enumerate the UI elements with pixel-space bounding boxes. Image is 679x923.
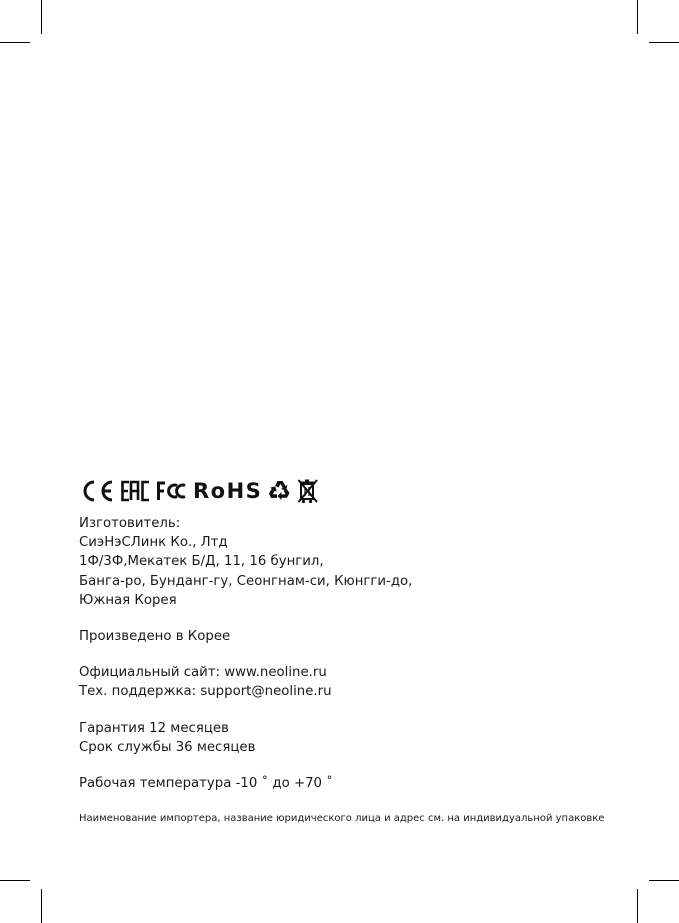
recycle-icon	[268, 479, 292, 503]
tech-support: Тех. поддержка: support@neoline.ru	[79, 684, 332, 700]
service-life: Срок службы 36 месяцев	[79, 739, 256, 755]
certification-marks	[79, 476, 318, 506]
crop-mark-top-left-v	[41, 0, 42, 34]
product-info	[79, 514, 639, 793]
crop-mark-bottom-left-v	[41, 889, 42, 923]
warranty-period: Гарантия 12 месяцев	[79, 720, 229, 736]
crop-mark-bottom-right-v	[637, 889, 638, 923]
manufacturer-country: Южная Корея	[79, 592, 177, 608]
manufacturer-address-line-1: 1Ф/3Ф,Мекатек Б/Д, 11, 16 бунгил,	[79, 554, 324, 570]
operating-temperature: Рабочая температура -10 ˚ до +70 ˚	[79, 775, 333, 791]
weee-bin-icon	[298, 478, 318, 504]
official-site: Официальный сайт: www.neoline.ru	[79, 665, 327, 681]
crop-mark-top-right-h	[649, 42, 679, 43]
rohs-mark: RoHS	[193, 478, 263, 503]
importer-note: Наименование импортера, название юридического лица и адрес см. на индивидуальной упаковке	[79, 813, 605, 824]
eac-mark-icon	[121, 479, 151, 503]
crop-mark-bottom-left-h	[0, 880, 30, 881]
country-of-origin: Произведено в Корее	[79, 628, 231, 644]
manufacturer-address-line-2: Банга-ро, Бунданг-гу, Сеонгнам-си, Кюнгги-до,	[79, 573, 413, 589]
manufacturer-heading: Изготовитель:	[79, 516, 181, 531]
crop-mark-bottom-right-h	[649, 880, 679, 881]
crop-mark-top-left-h	[0, 42, 30, 43]
ce-mark-icon	[79, 479, 115, 503]
crop-mark-top-right-v	[637, 0, 638, 34]
manufacturer-name: СиэНэСЛинк Ко., Лтд	[79, 535, 228, 551]
fcc-mark-icon	[157, 479, 187, 503]
